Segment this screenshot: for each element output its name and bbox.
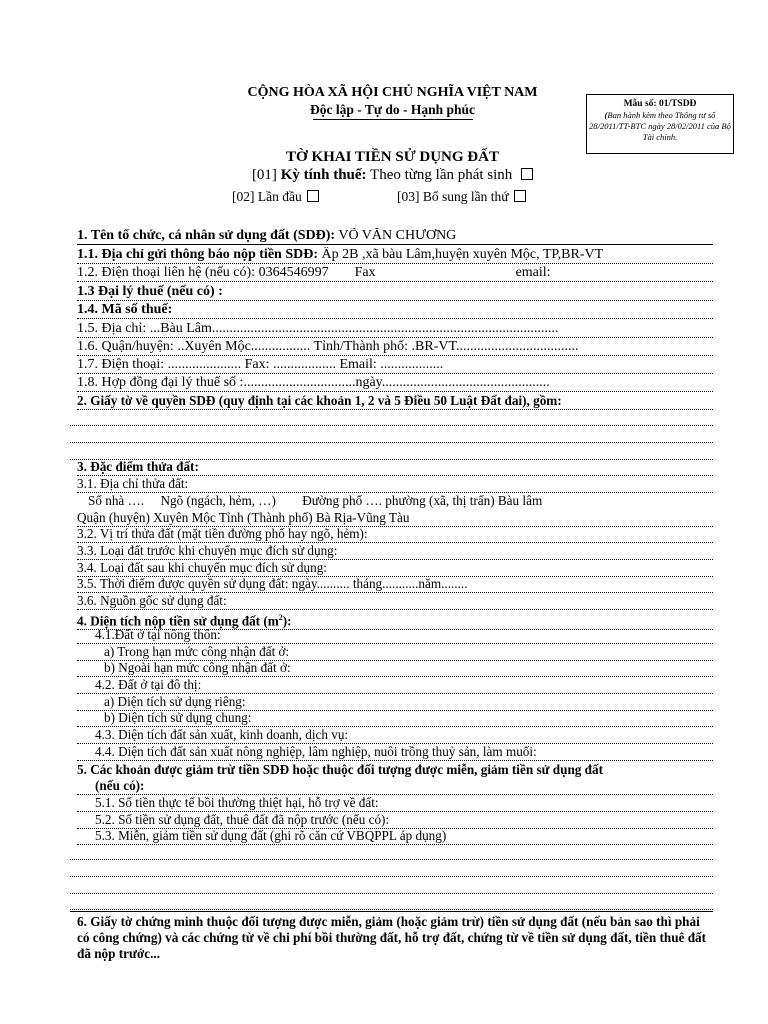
first-time-checkbox[interactable] (307, 190, 319, 202)
notice-address-value[interactable]: Ấp 2B ,xã bàu Lâm,huyện xuyên Mộc, TP,BR-VT (321, 247, 604, 262)
form-code-box (586, 94, 734, 154)
tax-period-code: [01] (251, 167, 277, 183)
form-code-note (587, 110, 733, 143)
area-label-end: ): (282, 613, 292, 629)
section-5-3-exemption: 5.3. Miễn, giảm tiền sử dụng đất (ghi rõ căn cứ VBQPPL áp dụng) (77, 828, 713, 845)
area-unit-superscript: 2 (278, 613, 283, 622)
section-1-7-agent-phone[interactable]: 1.7. Điện thoại: ..................... Fax: .................. Email: .................. (77, 357, 713, 374)
tax-period-value: Theo từng lần phát sinh (370, 167, 513, 183)
section-3-1-plot-address: 3.1. Địa chỉ thửa đất: (77, 476, 713, 493)
option-first-code: [02] (232, 189, 255, 204)
section-3-6-land-origin: 3.6. Nguồn gốc sử dụng đất: (77, 593, 713, 610)
section-2-land-documents: 2. Giấy tờ về quyền SDĐ (quy định tại các khoản 1, 2 và 5 Điều 50 Luật Đất đai), gồm: (77, 393, 713, 410)
section-4-1-a: a) Trong hạn mức công nhận đất ở: (77, 644, 713, 661)
national-motto: Độc lập - Tự do - Hạnh phúc (309, 102, 476, 117)
section-3-5-land-use-date[interactable]: 3.5. Thời điểm được quyền sử dụng đất: ngày.......... tháng...........năm........ (77, 576, 713, 593)
blank-line[interactable] (70, 444, 713, 460)
section-3-4-land-type-after: 3.4. Loại đất sau khi chuyển mục đích sử dụng: (77, 560, 713, 577)
email-label: email: (515, 265, 551, 280)
blank-line[interactable] (70, 878, 713, 894)
form-code: Mẫu số: 01/TSDĐ (623, 99, 697, 109)
section-6-divider (70, 911, 713, 912)
header-underline (313, 119, 473, 120)
blank-line[interactable] (70, 410, 713, 426)
form-note-text: Ban hành kèm theo Thông tư số 28/2011/TT-BTC ngày 28/02/2011 của Bộ Tài chính. (589, 110, 731, 142)
option-supp-code: [03] (397, 189, 420, 204)
option-first-time (232, 189, 319, 205)
blank-line[interactable] (70, 894, 713, 910)
phone-value[interactable]: 0364546997 (258, 265, 329, 280)
section-5-1-compensation: 5.1. Số tiền thực tế bồi thường thiệt hại, hỗ trợ về đất: (77, 795, 713, 812)
section-5-if-any: (nếu có): (77, 778, 713, 795)
form-note-paren: ( (604, 110, 608, 120)
blank-line[interactable] (70, 427, 713, 443)
option-supplement (397, 189, 526, 205)
section-1-5-agent-address[interactable]: 1.5. Địa chỉ: ...Bàu Lâm................................................................................................... (77, 321, 713, 338)
option-first-label: Lần đầu (257, 189, 302, 204)
section-6-supporting-documents: 6. Giấy tờ chứng minh thuộc đối tượng được miễn, giảm (hoặc giảm trừ) tiền sử dụng đất (nếu bản sao thì phải có công chứng) và các chứng từ về chi phí bồi thường đất, hỗ trợ đất, chứng từ về tiền sử dụng đất, tiền thuê đất đã nộp trước... (77, 914, 707, 961)
plot-address-detail-2[interactable]: Quận (huyện) Xuyên Mộc Tỉnh (Thành phố) Bà Rịa-Vũng Tàu (77, 510, 713, 527)
blank-line[interactable] (70, 844, 713, 860)
section-1-3-tax-agent: 1.3 Đại lý thuế (nếu có) : (77, 284, 713, 301)
tax-period-checkbox[interactable] (521, 168, 533, 180)
section-4-1-b: b) Ngoài hạn mức công nhận đất ở: (77, 660, 713, 677)
section-3-plot-features: 3. Đặc điểm thửa đất: (77, 459, 713, 476)
section-1-taxpayer-name (77, 228, 713, 245)
document-title: TỜ KHAI TIỀN SỬ DỤNG ĐẤT (286, 149, 499, 165)
document-header (200, 84, 585, 120)
plot-address-detail-1[interactable]: Số nhà …. Ngõ (ngách, hẻm, …) Đường phố …. phường (xã, thị trấn) Bàu lâm (88, 493, 543, 508)
area-label: 4. Diện tích nộp tiền sử dụng đất (m (77, 613, 279, 629)
section-1-8-agent-contract[interactable]: 1.8. Hợp đồng đại lý thuế số :................................ngày................................................ (77, 375, 713, 392)
supplement-checkbox[interactable] (514, 190, 526, 202)
section-1-2-phone (77, 265, 713, 282)
section-1-1-address (77, 247, 713, 264)
section-5-2-prepaid: 5.2. Số tiền sử dụng đất, thuê đất đã nộp trước (nếu có): (77, 812, 713, 829)
taxpayer-name-label: 1. Tên tổ chức, cá nhân sử dụng đất (SDĐ): (77, 228, 336, 243)
section-5-deductions: 5. Các khoản được giảm trừ tiền SDĐ hoặc thuộc đối tượng được miễn, giảm tiền sử dụng đất (77, 762, 604, 777)
section-4-2-urban: 4.2. Đất ở tại đô thị: (77, 677, 713, 694)
section-3-2-plot-position: 3.2. Vị trí thửa đất (mặt tiền đường phố hay ngõ, hẻm): (77, 526, 713, 543)
fax-label: Fax (354, 265, 376, 280)
section-4-3-business-area: 4.3. Diện tích đất sản xuất, kinh doanh, dịch vụ: (77, 727, 713, 744)
option-supp-label: Bổ sung lần thứ (422, 189, 509, 204)
section-1-6-district[interactable]: 1.6. Quận/huyện: ..Xuyên Mộc................. Tỉnh/Thành phố: .BR-VT................................... (77, 339, 713, 356)
section-4-2-a: a) Diện tích sử dụng riêng: (77, 694, 713, 711)
notice-address-label: 1.1. Địa chỉ gửi thông báo nộp tiền SDĐ: (77, 247, 318, 262)
country-name: CỘNG HÒA XÃ HỘI CHỦ NGHĨA VIỆT NAM (247, 85, 538, 100)
tax-period (200, 167, 585, 184)
section-4-4-agri-area: 4.4. Diện tích đất sản xuất nông nghiệp, lâm nghiệp, nuôi trồng thuỷ sản, làm muối: (77, 744, 713, 761)
section-3-3-land-type-before: 3.3. Loại đất trước khi chuyển mục đích sử dụng: (77, 543, 713, 560)
phone-label: 1.2. Điện thoại liên hệ (nếu có): (77, 265, 256, 280)
taxpayer-name-value[interactable]: VÕ VĂN CHƯƠNG (338, 228, 457, 243)
tax-period-label: Kỳ tính thuế: (280, 167, 367, 183)
section-4-1-rural: 4.1.Đất ở tại nông thôn: (77, 627, 713, 644)
blank-line[interactable] (70, 861, 713, 877)
section-4-2-b: b) Diện tích sử dụng chung: (77, 710, 713, 727)
section-1-4-tax-code: 1.4. Mã số thuế: (77, 302, 713, 319)
